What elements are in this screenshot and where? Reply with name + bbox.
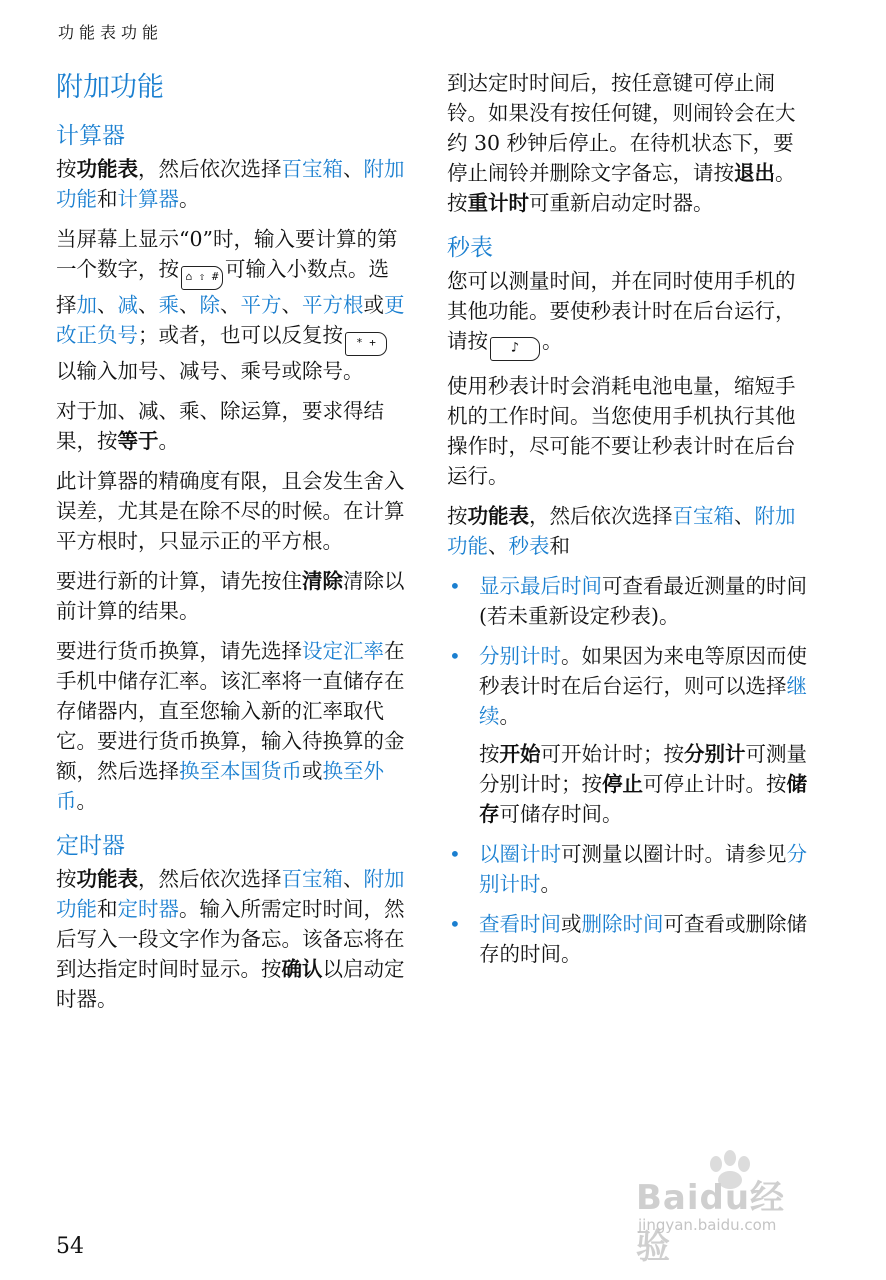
page-number: 54 <box>56 1234 84 1259</box>
stopwatch-para-1: 您可以测量时间，并在同时使用手机的其他功能。要使秒表计时在后台运行，请按 ♪ 。 <box>447 266 807 361</box>
stopwatch-options-list <box>447 571 807 969</box>
right-column <box>447 68 807 979</box>
calculator-para-6: 要进行货币换算，请先选择设定汇率在手机中储存汇率。该汇率将一直储存在存储器内，直至您输入新的汇率取代它。要进行货币换算，输入待换算的金额，然后选择换至本国货币或换至外币。 <box>56 639 405 813</box>
hash-key-icon: ⌂ ⇧ # <box>181 266 223 290</box>
timer-heading: 定时器 <box>56 833 125 859</box>
calculator-para-3: 对于加、减、乘、除运算，要求得结果，按等于。 <box>56 399 384 453</box>
stopwatch-para-3: 按功能表，然后依次选择百宝箱、附加功能、秒表和 <box>447 504 796 558</box>
timer-continued: 到达定时时间后，按任意键可停止闹铃。如果没有按任何键，则闹铃会在大约 30 秒钟后停止。在待机状态下，要停止闹铃并删除文字备忘，请按退出。按重计时可重新启动定时器。 <box>447 71 796 215</box>
list-item: • 以圈计时可测量以圈计时。请参见分别计时。 <box>447 839 807 899</box>
split-timing-instructions: 按开始可开始计时；按分别计可测量分别计时；按停止可停止计时。按储存可储存时间。 <box>479 742 807 826</box>
baidu-watermark <box>632 1150 802 1267</box>
watermark-logo: Baidu经验 <box>636 1178 786 1267</box>
list-item: • 分别计时。如果因为来电等原因而使秒表计时在后台运行，则可以选择继续。 按开始可开始计时；按分别计可测量分别计时；按停止可停止计时。按储存可储存时间。 <box>447 641 807 829</box>
left-column <box>56 64 406 1024</box>
bullet-icon: • <box>449 912 461 936</box>
section-title: 附加功能 <box>56 72 164 103</box>
calculator-heading: 计算器 <box>56 123 125 149</box>
bullet-icon: • <box>449 644 461 668</box>
star-key-icon: * + <box>345 332 387 356</box>
bullet-icon: • <box>449 574 461 598</box>
timer-para-1: 按功能表，然后依次选择百宝箱、附加功能和定时器。输入所需定时时间，然后写入一段文字作为备忘。该备忘将在到达指定时间时显示。按确认以启动定时器。 <box>56 867 405 1011</box>
calculator-para-2: 当屏幕上显示“0”时，输入要计算的第一个数字，按 ⌂ ⇧ # 可输入小数点。选择加、减、乘、除、平方、平方根或更改正负号；或者，也可以反复按 * +以输入加号、减号、乘号或除号。 <box>56 227 405 383</box>
calculator-para-5: 要进行新的计算，请先按住清除清除以前计算的结果。 <box>56 569 405 623</box>
end-key-icon: ♪ <box>490 337 540 361</box>
calculator-para-4: 此计算器的精确度有限，且会发生舍入误差，尤其是在除不尽的时候。在计算平方根时，只显示正的平方根。 <box>56 469 405 553</box>
watermark-url: jingyan.baidu.com <box>638 1216 777 1234</box>
bullet-icon: • <box>449 842 461 866</box>
list-item: • 查看时间或删除时间可查看或删除储存的时间。 <box>447 909 807 969</box>
list-item: • 显示最后时间可查看最近测量的时间 (若未重新设定秒表)。 <box>447 571 807 631</box>
running-header: 功能表功能 <box>58 23 164 42</box>
calculator-para-1: 按功能表，然后依次选择百宝箱、附加功能和计算器。 <box>56 157 405 211</box>
stopwatch-heading: 秒表 <box>447 235 493 261</box>
stopwatch-para-2: 使用秒表计时会消耗电池电量，缩短手机的工作时间。当您使用手机执行其他操作时，尽可能不要让秒表计时在后台运行。 <box>447 374 796 488</box>
